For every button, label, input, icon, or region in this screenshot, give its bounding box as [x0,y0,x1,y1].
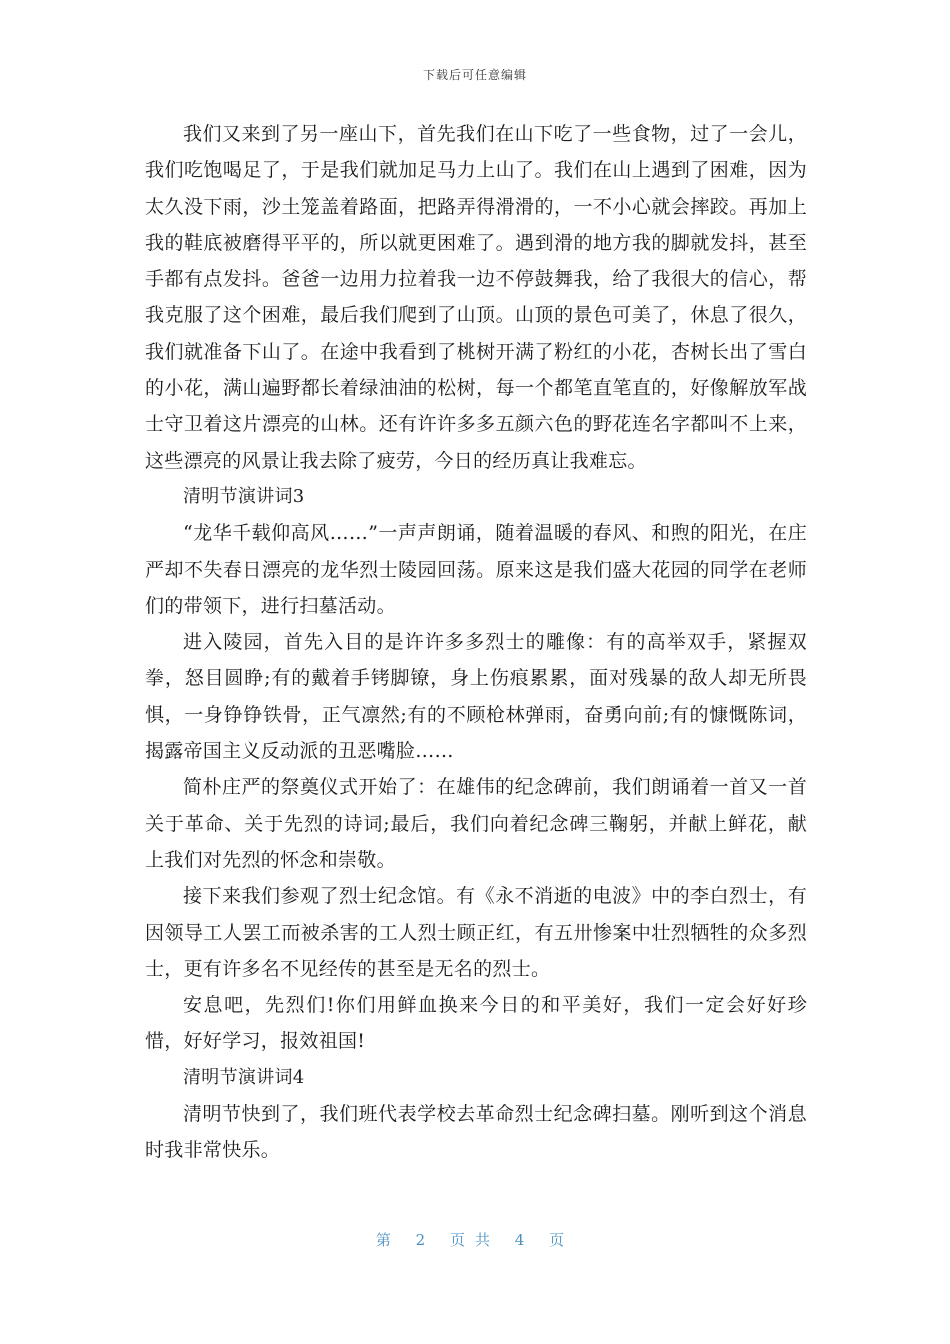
document-body [145,116,807,1169]
paragraph-statues: 进入陵园，首先入目的是许许多多烈士的雕像：有的高举双手，紧握双拳，怒目圆睁;有的戴着手铐脚镣，身上伤痕累累，面对残暴的敌人却无所畏惧，一身铮铮铁骨，正气凛然;有的不顾枪林弹雨，奋勇向前;有的慷慨陈词，揭露帝国主义反动派的丑恶嘴脸…… [145,631,807,763]
paragraph-longhua-intro: “龙华千载仰高风……”一声声朗诵，随着温暖的春风、和煦的阳光，在庄严却不失春日漂亮的龙华烈士陵园回荡。原来这是我们盛大花园的同学在老师们的带领下，进行扫墓活动。 [145,522,807,617]
paragraph-tomb-sweeping: 清明节快到了，我们班代表学校去革命烈士纪念碑扫墓。刚听到这个消息时我非常快乐。 [145,1103,807,1162]
paragraph-rest-in-peace: 安息吧，先烈们!你们用鲜血换来今日的和平美好，我们一定会好好珍惜，好好学习，报效祖国! [145,994,807,1053]
page-number-footer: 第 2 页共 4 页 [375,1231,575,1249]
section-heading-speech-3: 清明节演讲词3 [183,485,305,507]
paragraph-mountain-climb: 我们又来到了另一座山下，首先我们在山下吃了一些食物，过了一会儿，我们吃饱喝足了，于是我们就加足马力上山了。我们在山上遇到了困难，因为太久没下雨，沙土笼盖着路面，把路弄得滑滑的，一不小心就会摔跤。再加上我的鞋底被磨得平平的，所以就更困难了。遇到滑的地方我的脚就发抖，甚至手都有点发抖。爸爸一边用力拉着我一边不停鼓舞我，给了我很大的信心，帮我克服了这个困难，最后我们爬到了山顶。山顶的景色可美了，休息了很久，我们就准备下山了。在途中我看到了桃树开满了粉红的小花，杏树长出了雪白的小花，满山遍野都长着绿油油的松树，每一个都笔直笔直的，好像解放军战士守卫着这片漂亮的山林。还有许许多多五颜六色的野花连名字都叫不上来，这些漂亮的风景让我去除了疲劳，今日的经历真让我难忘。 [145,123,807,472]
paragraph-memorial-hall: 接下来我们参观了烈士纪念馆。有《永不消逝的电波》中的李白烈士，有因领导工人罢工而被杀害的工人烈士顾正红，有五卅惨案中壮烈牺牲的众多烈士，更有许多名不见经传的甚至是无名的烈士。 [145,885,807,980]
page-header: 下载后可任意编辑 [422,68,527,82]
section-heading-speech-4: 清明节演讲词4 [183,1066,305,1088]
paragraph-ceremony: 简朴庄严的祭奠仪式开始了：在雄伟的纪念碑前，我们朗诵着一首又一首关于革命、关于先烈的诗词;最后，我们向着纪念碑三鞠躬，并献上鲜花，献上我们对先烈的怀念和崇敬。 [145,776,807,871]
